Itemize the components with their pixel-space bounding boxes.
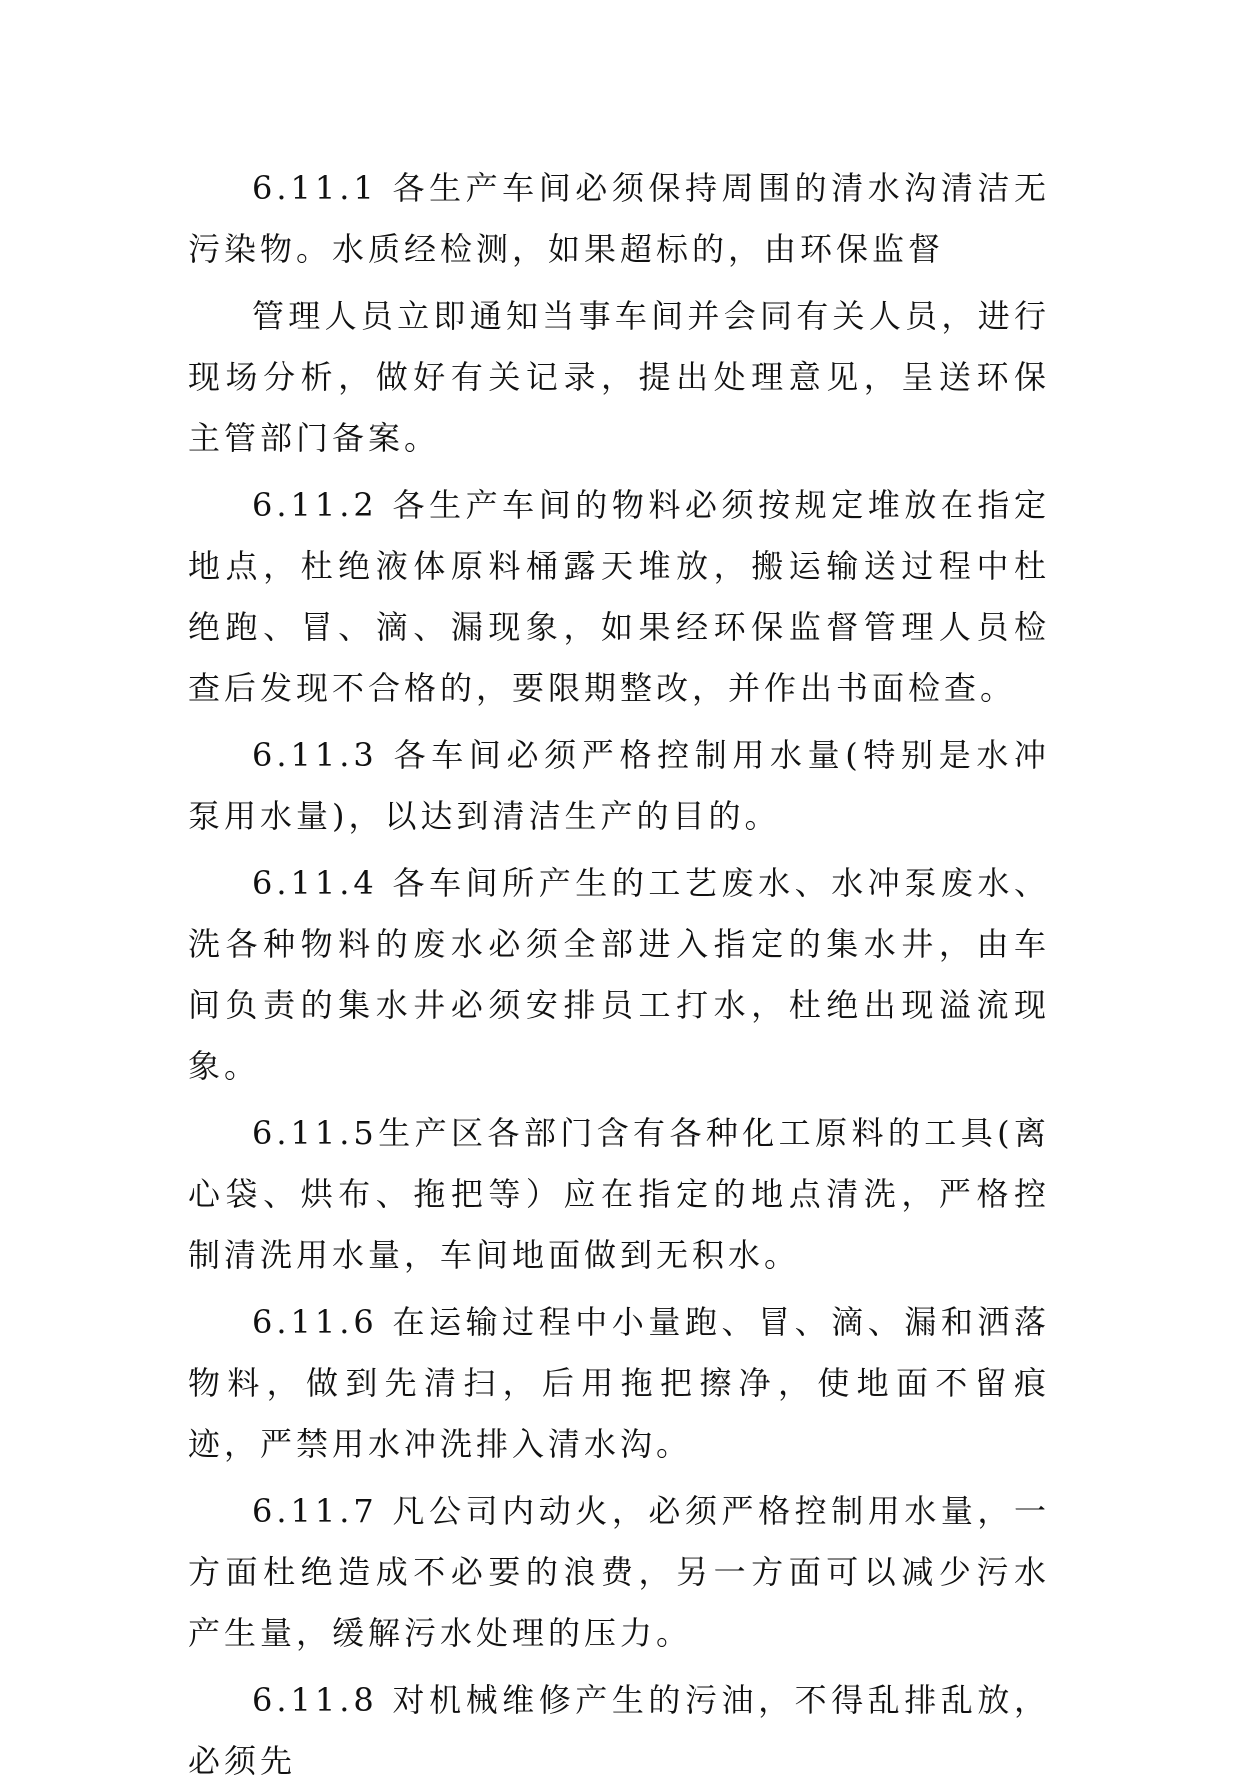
document-body [188,158,1050,1792]
paragraph-6-11-2: 6.11.2 各生产车间的物料必须按规定堆放在指定地点，杜绝液体原料桶露天堆放，搬运输送过程中杜绝跑、冒、滴、漏现象，如果经环保监督管理人员检查后发现不合格的，要限期整改，并作出书面检查。 [188,486,1050,707]
paragraph-6-11-7: 6.11.7 凡公司内动火，必须严格控制用水量，一方面杜绝造成不必要的浪费，另一方面可以减少污水产生量，缓解污水处理的压力。 [188,1492,1050,1652]
paragraph-6-11-5: 6.11.5生产区各部门含有各种化工原料的工具(离心袋、烘布、拖把等）应在指定的地点清洗，严格控制清洗用水量，车间地面做到无积水。 [188,1114,1050,1274]
paragraph-6-11-4: 6.11.4 各车间所产生的工艺废水、水冲泵废水、洗各种物料的废水必须全部进入指定的集水井，由车间负责的集水井必须安排员工打水，杜绝出现溢流现象。 [188,864,1050,1085]
paragraph-6-11-6: 6.11.6 在运输过程中小量跑、冒、滴、漏和洒落物料，做到先清扫，后用拖把擦净，使地面不留痕迹，严禁用水冲洗排入清水沟。 [188,1303,1050,1463]
paragraph-6-11-1-continued: 管理人员立即通知当事车间并会同有关人员，进行现场分析，做好有关记录，提出处理意见，呈送环保主管部门备案。 [188,297,1050,457]
paragraph-6-11-1: 6.11.1 各生产车间必须保持周围的清水沟清洁无污染物。水质经检测，如果超标的，由环保监督 [188,169,1050,268]
paragraph-6-11-3: 6.11.3 各车间必须严格控制用水量(特别是水冲泵用水量)，以达到清洁生产的目的。 [188,736,1050,835]
paragraph-6-11-8: 6.11.8 对机械维修产生的污油，不得乱排乱放，必须先 [188,1681,1050,1780]
